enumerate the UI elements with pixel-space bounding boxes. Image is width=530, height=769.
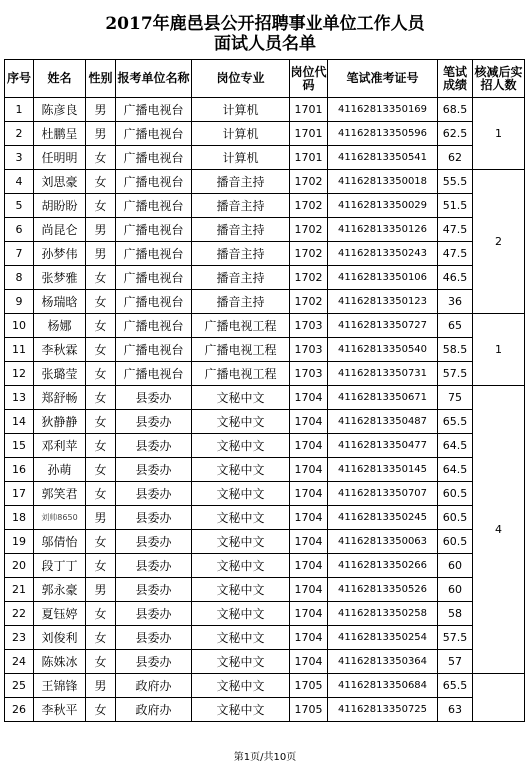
row-unit: 广播电视台 <box>116 122 192 146</box>
row-exam-no: 41162813350243 <box>328 242 438 266</box>
row-code: 1704 <box>290 434 328 458</box>
row-exam-no: 41162813350254 <box>328 626 438 650</box>
row-code: 1704 <box>290 506 328 530</box>
row-unit: 政府办 <box>116 674 192 698</box>
header-name: 姓名 <box>34 60 86 98</box>
row-name: 李秋平 <box>34 698 86 722</box>
row-post: 文秘中文 <box>192 410 290 434</box>
row-post: 播音主持 <box>192 170 290 194</box>
row-post: 文秘中文 <box>192 698 290 722</box>
row-post: 播音主持 <box>192 290 290 314</box>
table-row <box>5 434 525 458</box>
row-exam-no: 41162813350477 <box>328 434 438 458</box>
row-seq: 12 <box>5 362 34 386</box>
row-unit: 县委办 <box>116 458 192 482</box>
row-gender: 女 <box>86 434 116 458</box>
row-unit: 广播电视台 <box>116 194 192 218</box>
table-row <box>5 314 525 338</box>
row-seq: 10 <box>5 314 34 338</box>
row-unit: 县委办 <box>116 626 192 650</box>
row-gender: 女 <box>86 146 116 170</box>
row-unit: 县委办 <box>116 386 192 410</box>
row-unit: 县委办 <box>116 602 192 626</box>
row-name: 刘思豪 <box>34 170 86 194</box>
row-name: 邬倩怡 <box>34 530 86 554</box>
row-code: 1702 <box>290 290 328 314</box>
row-code: 1704 <box>290 626 328 650</box>
header-seq: 序号 <box>5 60 34 98</box>
row-gender: 男 <box>86 674 116 698</box>
row-name: 张璐莹 <box>34 362 86 386</box>
table-row <box>5 290 525 314</box>
row-post: 文秘中文 <box>192 434 290 458</box>
row-unit: 县委办 <box>116 506 192 530</box>
row-name: 杨娜 <box>34 314 86 338</box>
row-code: 1703 <box>290 338 328 362</box>
row-code: 1701 <box>290 98 328 122</box>
row-name: 任明明 <box>34 146 86 170</box>
row-code: 1702 <box>290 194 328 218</box>
header-gender: 性别 <box>86 60 116 98</box>
row-seq: 15 <box>5 434 34 458</box>
row-exam-no: 41162813350540 <box>328 338 438 362</box>
table-row <box>5 194 525 218</box>
table-row <box>5 698 525 722</box>
row-unit: 县委办 <box>116 530 192 554</box>
table-row <box>5 602 525 626</box>
row-code: 1704 <box>290 554 328 578</box>
table-row <box>5 674 525 698</box>
row-gender: 男 <box>86 98 116 122</box>
row-unit: 广播电视台 <box>116 290 192 314</box>
row-score: 57.5 <box>438 626 473 650</box>
row-code: 1702 <box>290 242 328 266</box>
row-exam-no: 41162813350266 <box>328 554 438 578</box>
row-seq: 24 <box>5 650 34 674</box>
row-code: 1702 <box>290 170 328 194</box>
row-score: 51.5 <box>438 194 473 218</box>
row-code: 1701 <box>290 146 328 170</box>
header-quota: 核减后实招人数 <box>473 60 525 98</box>
row-exam-no: 41162813350487 <box>328 410 438 434</box>
row-name: 郑舒畅 <box>34 386 86 410</box>
row-exam-no: 41162813350126 <box>328 218 438 242</box>
row-post: 计算机 <box>192 122 290 146</box>
row-score: 62.5 <box>438 122 473 146</box>
table-row <box>5 650 525 674</box>
row-exam-no: 41162813350671 <box>328 386 438 410</box>
row-exam-no: 41162813350731 <box>328 362 438 386</box>
row-score: 63 <box>438 698 473 722</box>
quota-cell <box>473 674 525 722</box>
row-score: 58.5 <box>438 338 473 362</box>
row-post: 文秘中文 <box>192 650 290 674</box>
row-post: 播音主持 <box>192 242 290 266</box>
row-score: 65.5 <box>438 674 473 698</box>
row-name: 狄静静 <box>34 410 86 434</box>
row-exam-no: 41162813350727 <box>328 314 438 338</box>
row-post: 播音主持 <box>192 218 290 242</box>
row-code: 1704 <box>290 386 328 410</box>
row-seq: 19 <box>5 530 34 554</box>
row-seq: 13 <box>5 386 34 410</box>
row-post: 文秘中文 <box>192 482 290 506</box>
row-name: 郭笑君 <box>34 482 86 506</box>
row-gender: 女 <box>86 458 116 482</box>
interview-list-table <box>4 59 525 722</box>
quota-cell: 4 <box>473 386 525 674</box>
row-seq: 6 <box>5 218 34 242</box>
row-seq: 18 <box>5 506 34 530</box>
row-name: 张梦雅 <box>34 266 86 290</box>
row-seq: 4 <box>5 170 34 194</box>
row-code: 1703 <box>290 314 328 338</box>
row-name: 郭永豪 <box>34 578 86 602</box>
row-exam-no: 41162813350018 <box>328 170 438 194</box>
row-name: 段丁丁 <box>34 554 86 578</box>
row-seq: 14 <box>5 410 34 434</box>
row-name: 杨瑞晗 <box>34 290 86 314</box>
table-row <box>5 530 525 554</box>
row-unit: 广播电视台 <box>116 266 192 290</box>
quota-cell: 2 <box>473 170 525 314</box>
row-seq: 16 <box>5 458 34 482</box>
row-score: 57 <box>438 650 473 674</box>
row-gender: 女 <box>86 626 116 650</box>
row-unit: 县委办 <box>116 578 192 602</box>
row-post: 广播电视工程 <box>192 362 290 386</box>
row-exam-no: 41162813350029 <box>328 194 438 218</box>
row-exam-no: 41162813350684 <box>328 674 438 698</box>
row-code: 1702 <box>290 266 328 290</box>
row-post: 播音主持 <box>192 194 290 218</box>
row-seq: 5 <box>5 194 34 218</box>
row-score: 60.5 <box>438 506 473 530</box>
table-row <box>5 458 525 482</box>
row-gender: 女 <box>86 362 116 386</box>
row-exam-no: 41162813350123 <box>328 290 438 314</box>
row-post: 广播电视工程 <box>192 338 290 362</box>
row-gender: 女 <box>86 410 116 434</box>
row-code: 1705 <box>290 674 328 698</box>
row-score: 36 <box>438 290 473 314</box>
header-code: 岗位代码 <box>290 60 328 98</box>
row-score: 64.5 <box>438 458 473 482</box>
row-score: 60 <box>438 554 473 578</box>
header-post: 岗位专业 <box>192 60 290 98</box>
row-post: 文秘中文 <box>192 578 290 602</box>
table-row <box>5 506 525 530</box>
row-score: 64.5 <box>438 434 473 458</box>
row-gender: 男 <box>86 578 116 602</box>
row-name: 刘帅8650 <box>34 506 86 530</box>
row-code: 1704 <box>290 578 328 602</box>
row-seq: 3 <box>5 146 34 170</box>
row-score: 62 <box>438 146 473 170</box>
row-name: 陈彦良 <box>34 98 86 122</box>
row-gender: 男 <box>86 218 116 242</box>
row-gender: 女 <box>86 314 116 338</box>
row-unit: 县委办 <box>116 554 192 578</box>
row-name: 夏钰婷 <box>34 602 86 626</box>
row-code: 1704 <box>290 602 328 626</box>
document-title: 2017年鹿邑县公开招聘事业单位工作人员 <box>105 14 425 34</box>
row-gender: 男 <box>86 122 116 146</box>
row-post: 文秘中文 <box>192 386 290 410</box>
row-gender: 女 <box>86 482 116 506</box>
row-gender: 女 <box>86 194 116 218</box>
table-row <box>5 218 525 242</box>
row-name: 尚昆仑 <box>34 218 86 242</box>
row-exam-no: 41162813350541 <box>328 146 438 170</box>
row-code: 1703 <box>290 362 328 386</box>
row-post: 文秘中文 <box>192 602 290 626</box>
row-gender: 女 <box>86 386 116 410</box>
row-score: 47.5 <box>438 242 473 266</box>
row-seq: 26 <box>5 698 34 722</box>
row-name: 胡盼盼 <box>34 194 86 218</box>
row-name: 王锦锋 <box>34 674 86 698</box>
row-gender: 女 <box>86 554 116 578</box>
row-gender: 女 <box>86 290 116 314</box>
row-unit: 广播电视台 <box>116 170 192 194</box>
row-score: 55.5 <box>438 170 473 194</box>
row-score: 46.5 <box>438 266 473 290</box>
row-code: 1704 <box>290 650 328 674</box>
header-exam-no: 笔试准考证号 <box>328 60 438 98</box>
row-score: 65 <box>438 314 473 338</box>
row-post: 文秘中文 <box>192 530 290 554</box>
row-gender: 男 <box>86 506 116 530</box>
header-unit: 报考单位名称 <box>116 60 192 98</box>
row-unit: 广播电视台 <box>116 98 192 122</box>
row-gender: 女 <box>86 170 116 194</box>
table-row <box>5 554 525 578</box>
row-name: 刘俊利 <box>34 626 86 650</box>
table-row <box>5 146 525 170</box>
table-row <box>5 170 525 194</box>
row-unit: 广播电视台 <box>116 242 192 266</box>
row-gender: 女 <box>86 266 116 290</box>
row-seq: 9 <box>5 290 34 314</box>
table-row <box>5 386 525 410</box>
row-exam-no: 41162813350707 <box>328 482 438 506</box>
row-post: 计算机 <box>192 146 290 170</box>
row-score: 75 <box>438 386 473 410</box>
table-row <box>5 482 525 506</box>
row-name: 孙萌 <box>34 458 86 482</box>
row-seq: 23 <box>5 626 34 650</box>
row-unit: 广播电视台 <box>116 218 192 242</box>
row-gender: 女 <box>86 650 116 674</box>
row-gender: 女 <box>86 530 116 554</box>
quota-cell: 1 <box>473 314 525 386</box>
row-name: 李秋霖 <box>34 338 86 362</box>
row-unit: 政府办 <box>116 698 192 722</box>
row-unit: 县委办 <box>116 434 192 458</box>
row-exam-no: 41162813350596 <box>328 122 438 146</box>
quota-cell: 1 <box>473 98 525 170</box>
row-unit: 广播电视台 <box>116 338 192 362</box>
row-gender: 女 <box>86 338 116 362</box>
table-row <box>5 242 525 266</box>
table-row <box>5 626 525 650</box>
row-exam-no: 41162813350106 <box>328 266 438 290</box>
row-unit: 广播电视台 <box>116 146 192 170</box>
row-score: 65.5 <box>438 410 473 434</box>
row-seq: 17 <box>5 482 34 506</box>
row-exam-no: 41162813350245 <box>328 506 438 530</box>
row-unit: 县委办 <box>116 482 192 506</box>
row-seq: 7 <box>5 242 34 266</box>
table-header-row <box>5 60 525 98</box>
row-score: 60.5 <box>438 482 473 506</box>
row-post: 文秘中文 <box>192 554 290 578</box>
row-seq: 2 <box>5 122 34 146</box>
row-exam-no: 41162813350169 <box>328 98 438 122</box>
row-exam-no: 41162813350526 <box>328 578 438 602</box>
row-code: 1704 <box>290 530 328 554</box>
row-post: 计算机 <box>192 98 290 122</box>
table-row <box>5 98 525 122</box>
row-gender: 男 <box>86 242 116 266</box>
row-post: 文秘中文 <box>192 458 290 482</box>
row-exam-no: 41162813350145 <box>328 458 438 482</box>
row-unit: 县委办 <box>116 650 192 674</box>
row-code: 1702 <box>290 218 328 242</box>
row-code: 1705 <box>290 698 328 722</box>
row-code: 1704 <box>290 482 328 506</box>
table-row <box>5 410 525 434</box>
row-score: 68.5 <box>438 98 473 122</box>
table-row <box>5 266 525 290</box>
row-seq: 20 <box>5 554 34 578</box>
document-subtitle: 面试人员名单 <box>214 34 316 54</box>
page-footer: 第1页/共10页 <box>233 752 297 763</box>
row-score: 57.5 <box>438 362 473 386</box>
row-exam-no: 41162813350364 <box>328 650 438 674</box>
row-post: 文秘中文 <box>192 506 290 530</box>
row-seq: 21 <box>5 578 34 602</box>
row-post: 文秘中文 <box>192 626 290 650</box>
row-code: 1704 <box>290 410 328 434</box>
row-code: 1701 <box>290 122 328 146</box>
row-seq: 1 <box>5 98 34 122</box>
table-row <box>5 362 525 386</box>
row-gender: 女 <box>86 602 116 626</box>
table-row <box>5 578 525 602</box>
row-name: 邓利苹 <box>34 434 86 458</box>
row-unit: 县委办 <box>116 410 192 434</box>
row-name: 杜鹏呈 <box>34 122 86 146</box>
row-unit: 广播电视台 <box>116 362 192 386</box>
row-post: 文秘中文 <box>192 674 290 698</box>
row-exam-no: 41162813350063 <box>328 530 438 554</box>
row-score: 60 <box>438 578 473 602</box>
row-seq: 11 <box>5 338 34 362</box>
table-row <box>5 338 525 362</box>
row-exam-no: 41162813350258 <box>328 602 438 626</box>
row-post: 播音主持 <box>192 266 290 290</box>
row-name: 陈姝冰 <box>34 650 86 674</box>
row-unit: 广播电视台 <box>116 314 192 338</box>
row-gender: 女 <box>86 698 116 722</box>
row-score: 58 <box>438 602 473 626</box>
row-name: 孙梦伟 <box>34 242 86 266</box>
row-score: 60.5 <box>438 530 473 554</box>
row-post: 广播电视工程 <box>192 314 290 338</box>
row-seq: 22 <box>5 602 34 626</box>
header-score: 笔试成绩 <box>438 60 473 98</box>
row-seq: 8 <box>5 266 34 290</box>
row-exam-no: 41162813350725 <box>328 698 438 722</box>
row-seq: 25 <box>5 674 34 698</box>
row-code: 1704 <box>290 458 328 482</box>
row-score: 47.5 <box>438 218 473 242</box>
table-row <box>5 122 525 146</box>
